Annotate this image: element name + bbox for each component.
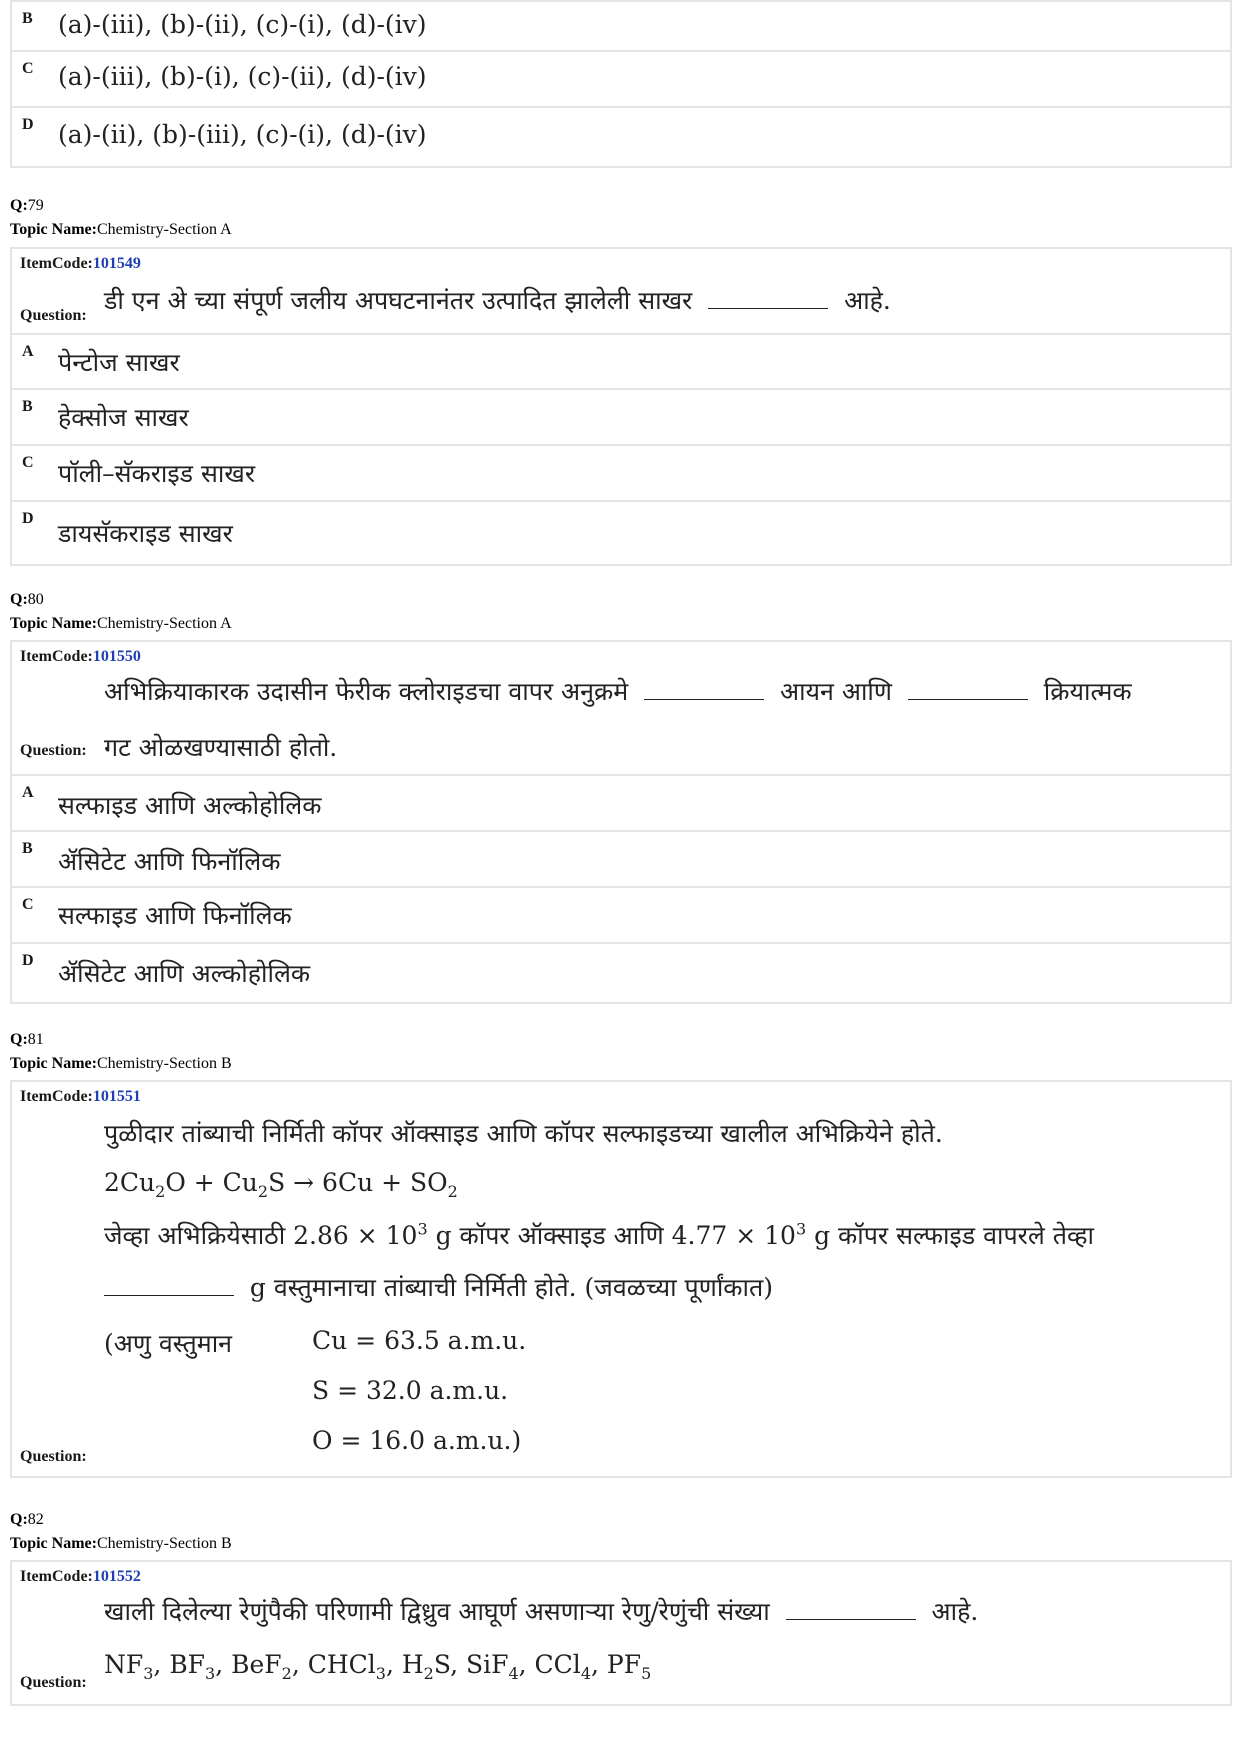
option-letter: D [22,510,34,527]
option-letter: A [22,343,34,360]
option-letter: D [22,116,34,133]
q81-question-line3: जेव्हा अभिक्रियेसाठी $2.86 \times 10^3$ g कॉपर ऑक्साइड आणि $4.77 \times 10^3$ g कॉपर सल्फाइड वापरले तेव्हा [104,1219,1094,1250]
question-label: Question: [20,307,87,324]
option-text: सल्फाइड आणि अल्कोहोलिक [58,791,322,820]
question-label: Question: [20,742,87,759]
q82-question-box [10,1560,1232,1706]
q79-number: Q:79 [10,197,44,214]
q81-mass-cu: Cu = 63.5 a.m.u. [312,1326,527,1355]
q79-topic: Topic Name:Chemistry-Section A [10,221,232,238]
option-letter: B [22,840,33,857]
q81-mass-label: (अणु वस्तुमान [104,1329,233,1358]
option-text: (a)-(iii), (b)-(i), (c)-(ii), (d)-(iv) [58,62,427,91]
q78-option-c[interactable] [10,52,1232,108]
q80-question-box [10,640,1232,776]
q81-topic: Topic Name:Chemistry-Section B [10,1055,232,1072]
q82-question-line1: खाली दिलेल्या रेणुंपैकी परिणामी द्विध्रुव आघूर्ण असणाऱ्या रेणु/रेणुंची संख्या आहे. [104,1597,979,1626]
q81-question-line1: पुळीदार तांब्याची निर्मिती कॉपर ऑक्साइड आणि कॉपर सल्फाइडच्या खालील अभिक्रियेने होते. [104,1119,943,1148]
option-letter: C [22,454,34,471]
q81-question-box [10,1080,1232,1478]
q80-option-b[interactable] [10,832,1232,888]
option-letter: B [22,10,33,27]
option-text: ॲसिटेट आणि अल्कोहोलिक [58,959,311,988]
q81-mass-s: S = 32.0 a.m.u. [312,1376,509,1405]
q79-question-text: डी एन अे च्या संपूर्ण जलीय अपघटनानंतर उत्पादित झालेली साखर आहे. [104,286,891,315]
option-text: सल्फाइड आणि फिनॉलिक [58,901,292,930]
option-text: डायसॅकराइड साखर [58,519,233,548]
question-label: Question: [20,1448,87,1465]
q79-option-c[interactable] [10,446,1232,502]
q81-itemcode: ItemCode:101551 [20,1088,141,1105]
q79-option-d[interactable] [10,502,1232,566]
q81-equation: $2Cu_2O + Cu_2S \to 6Cu + SO_2$ [104,1168,458,1201]
q82-formulas: $NF_3$, $BF_3$, BeF$_2$, CHCl$_3$, $H_2S$, SiF$_4$, CCl$_4$, $PF_5$ [104,1650,652,1683]
q80-option-d[interactable] [10,944,1232,1004]
option-letter: C [22,896,34,913]
q80-question-line2: गट ओळखण्यासाठी होतो. [104,733,338,762]
option-text: पेन्टोज साखर [58,348,180,377]
option-text: हेक्सोज साखर [58,403,189,432]
option-text: पॉली–सॅकराइड साखर [58,459,256,488]
option-text: ॲसिटेट आणि फिनॉलिक [58,847,281,876]
q80-option-c[interactable] [10,888,1232,944]
option-text: (a)-(ii), (b)-(iii), (c)-(i), (d)-(iv) [58,120,427,149]
q80-number: Q:80 [10,591,44,608]
q82-itemcode: ItemCode:101552 [20,1568,141,1585]
q79-option-b[interactable] [10,390,1232,446]
q79-option-a[interactable] [10,335,1232,390]
option-letter: D [22,952,34,969]
q78-option-b[interactable] [10,0,1232,52]
option-letter: B [22,398,33,415]
q80-option-a[interactable] [10,776,1232,832]
q79-itemcode: ItemCode:101549 [20,255,141,272]
q81-question-line4: g वस्तुमानाचा तांब्याची निर्मिती होते. (जवळच्या पूर्णांकात) [104,1270,773,1304]
q78-option-d[interactable] [10,108,1232,168]
question-label: Question: [20,1674,87,1691]
option-text: (a)-(iii), (b)-(ii), (c)-(i), (d)-(iv) [58,10,427,39]
q82-topic: Topic Name:Chemistry-Section B [10,1535,232,1552]
q80-itemcode: ItemCode:101550 [20,648,141,665]
q79-question-box [10,247,1232,335]
q80-topic: Topic Name:Chemistry-Section A [10,615,232,632]
option-letter: C [22,60,34,77]
q80-question-line1: अभिक्रियाकारक उदासीन फेरीक क्लोराइडचा वापर अनुक्रमे आयन आणि क्रियात्मक [104,677,1132,706]
option-letter: A [22,784,34,801]
q81-mass-o: O = 16.0 a.m.u.) [312,1426,522,1455]
q82-number: Q:82 [10,1511,44,1528]
q81-number: Q:81 [10,1031,44,1048]
